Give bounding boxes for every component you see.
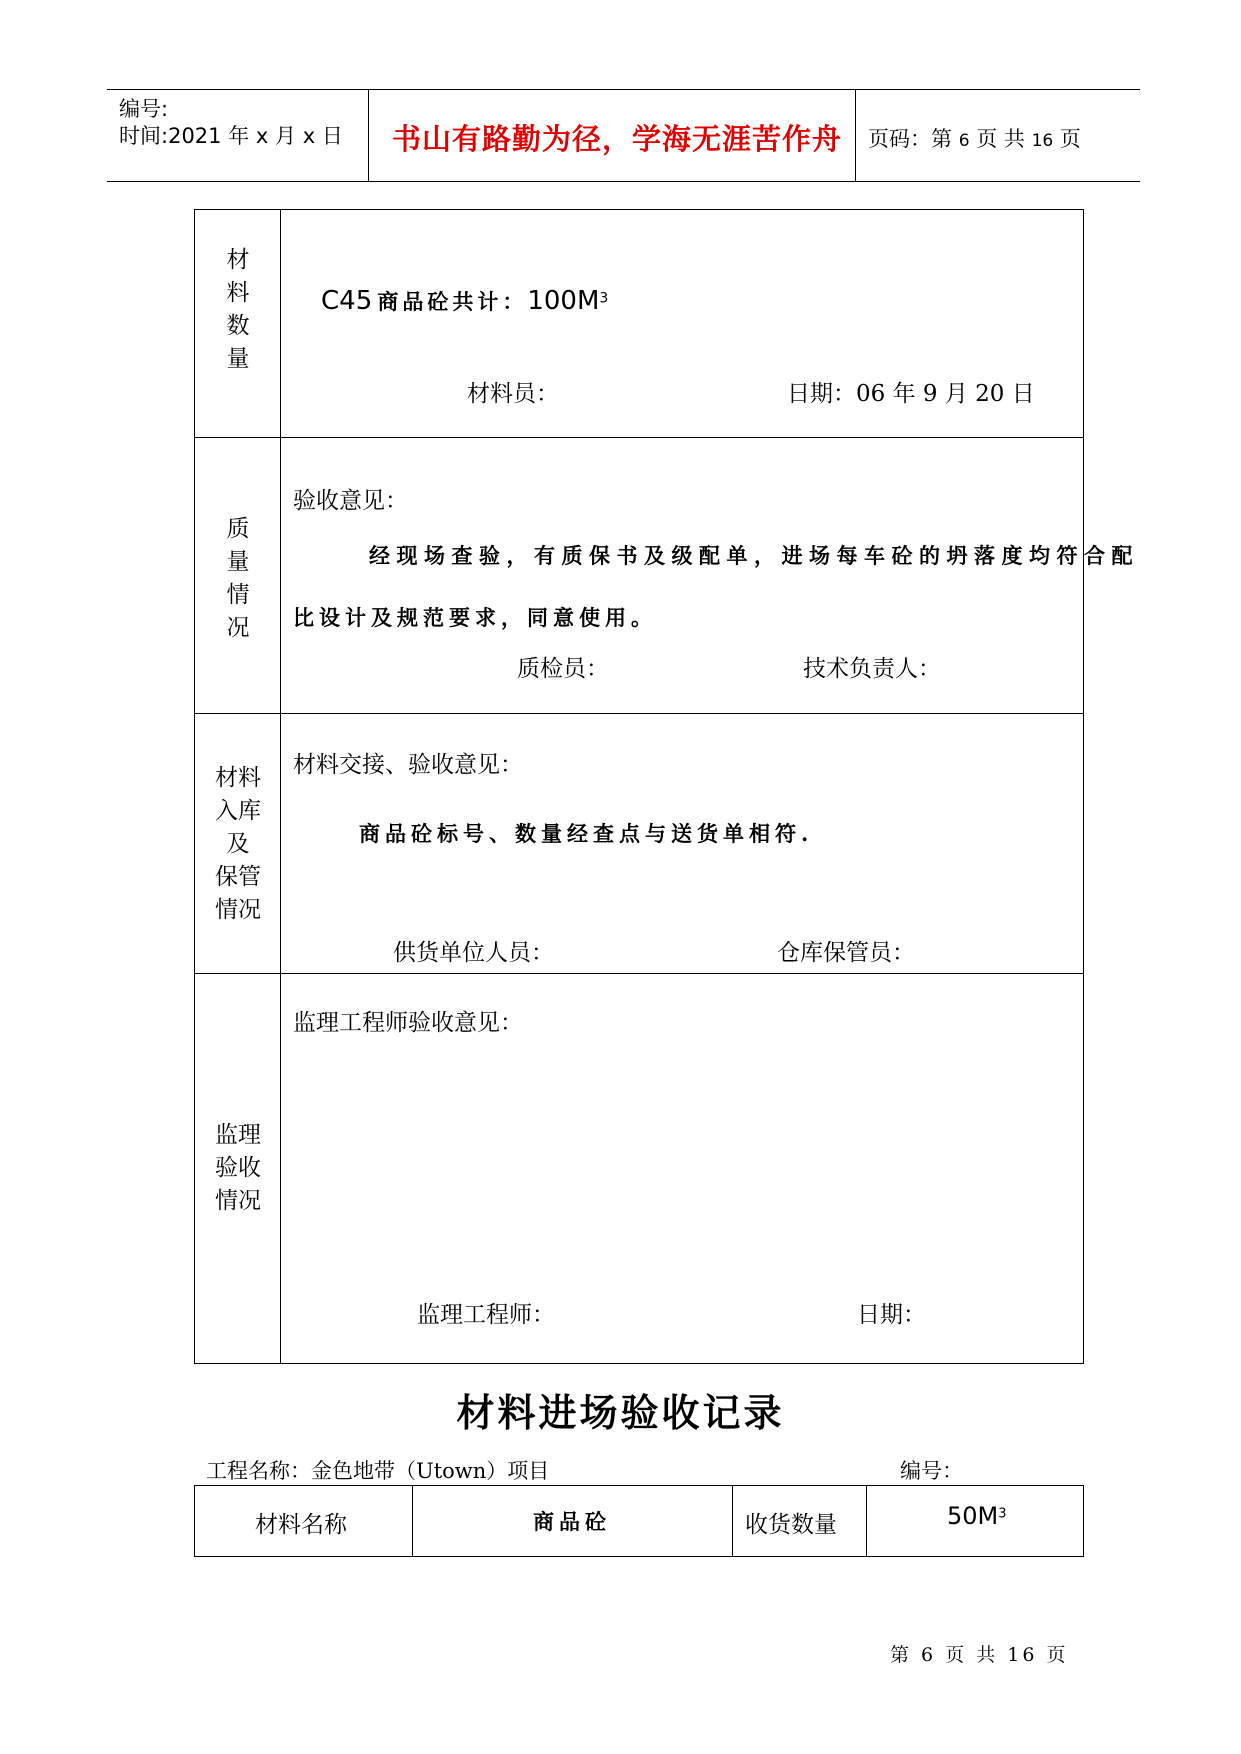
received-qty-label: 收货数量 bbox=[745, 1512, 837, 1538]
header-time-year-unit: 年 bbox=[228, 124, 250, 148]
quality-opinion-line2: 比设计及规范要求，同意使用。 bbox=[293, 605, 657, 630]
header-number-label: 编号: bbox=[119, 97, 169, 121]
header-page-current: 6 bbox=[958, 131, 970, 151]
header-time-label: 时间: bbox=[119, 124, 169, 148]
quality-heading: 验收意见： bbox=[293, 488, 408, 514]
header-time-year: 2021 bbox=[168, 124, 222, 148]
quantity-label: 材 料 数 量 bbox=[226, 247, 250, 372]
header-divider-left bbox=[368, 89, 369, 181]
quality-label: 质 量 情 况 bbox=[226, 516, 250, 641]
page-footer: 第 6 页 共 16 页 bbox=[890, 1644, 1069, 1666]
material-name-label: 材料名称 bbox=[255, 1512, 347, 1538]
header-time bbox=[119, 120, 343, 150]
received-qty-sup: 3 bbox=[998, 1506, 1007, 1522]
inspection-table bbox=[194, 209, 1139, 1364]
storage-opinion: 商品砼标号、数量经查点与送货单相符. bbox=[359, 821, 814, 846]
project-name: 工程名称：金色地带（Utown）项目 bbox=[206, 1459, 550, 1483]
quantity-label-cell bbox=[195, 210, 281, 438]
quality-label-cell bbox=[195, 438, 281, 714]
supervision-label-cell bbox=[195, 974, 281, 1364]
header-time-day-unit: 日 bbox=[321, 124, 343, 148]
material-name-value: 商品砼 bbox=[533, 1509, 611, 1534]
header-time-day: x bbox=[302, 124, 316, 148]
storage-keeper-label: 仓库保管员： bbox=[777, 940, 915, 966]
quantity-staff-label: 材料员： bbox=[467, 381, 559, 407]
header-page-total: 16 bbox=[1031, 131, 1054, 151]
header-top-rule bbox=[107, 89, 1140, 90]
received-qty-label-cell bbox=[733, 1486, 867, 1557]
quantity-total-label: 商品砼共计： bbox=[377, 289, 528, 314]
header-time-month: x bbox=[255, 124, 269, 148]
received-qty-number: 50M bbox=[947, 1502, 999, 1530]
storage-label: 材料 入库 及 保管 情况 bbox=[215, 765, 261, 923]
record-number-label: 编号： bbox=[900, 1459, 963, 1483]
header-time-month-unit: 月 bbox=[275, 124, 297, 148]
quality-opinion-line1: 经现场查验，有质保书及级配单，进场每车砼的坍落度均符合配 bbox=[369, 543, 1139, 568]
material-summary-table bbox=[194, 1485, 1084, 1557]
quality-tech-label: 技术负责人： bbox=[803, 656, 941, 682]
quality-inspector-label: 质检员： bbox=[517, 656, 609, 682]
header-page-mid: 页 共 bbox=[976, 127, 1025, 151]
quantity-total-value: 100M bbox=[527, 286, 600, 316]
material-name-label-cell bbox=[195, 1486, 413, 1557]
storage-label-cell bbox=[195, 714, 281, 974]
quality-content-cell bbox=[281, 438, 1139, 714]
storage-content-cell bbox=[281, 714, 1084, 974]
storage-heading: 材料交接、验收意见： bbox=[293, 752, 523, 778]
quantity-total bbox=[321, 286, 608, 316]
header-page-label: 页码：第 bbox=[868, 127, 952, 151]
supervision-engineer-label: 监理工程师： bbox=[417, 1302, 555, 1328]
quantity-grade: C45 bbox=[321, 286, 373, 316]
supervision-heading: 监理工程师验收意见： bbox=[293, 1010, 523, 1036]
received-qty-value-cell bbox=[867, 1486, 1084, 1557]
record-title: 材料进场验收记录 bbox=[456, 1391, 785, 1435]
quantity-content-cell bbox=[281, 210, 1084, 438]
header-page-info bbox=[868, 123, 1081, 153]
header-page-end: 页 bbox=[1059, 127, 1081, 151]
supervision-label: 监理 验收 情况 bbox=[215, 1122, 261, 1214]
storage-supplier-label: 供货单位人员： bbox=[393, 940, 554, 966]
header-bottom-rule bbox=[107, 181, 1140, 182]
supervision-content-cell bbox=[281, 974, 1084, 1364]
quantity-total-sup: 3 bbox=[599, 290, 609, 307]
received-qty-value bbox=[947, 1502, 1007, 1530]
quantity-date: 日期：06 年 9 月 20 日 bbox=[787, 381, 1035, 407]
header-divider-right bbox=[855, 89, 856, 181]
header-motto: 书山有路勤为径，学海无涯苦作舟 bbox=[392, 122, 843, 156]
material-name-value-cell bbox=[413, 1486, 733, 1557]
supervision-date-label: 日期： bbox=[857, 1302, 926, 1328]
